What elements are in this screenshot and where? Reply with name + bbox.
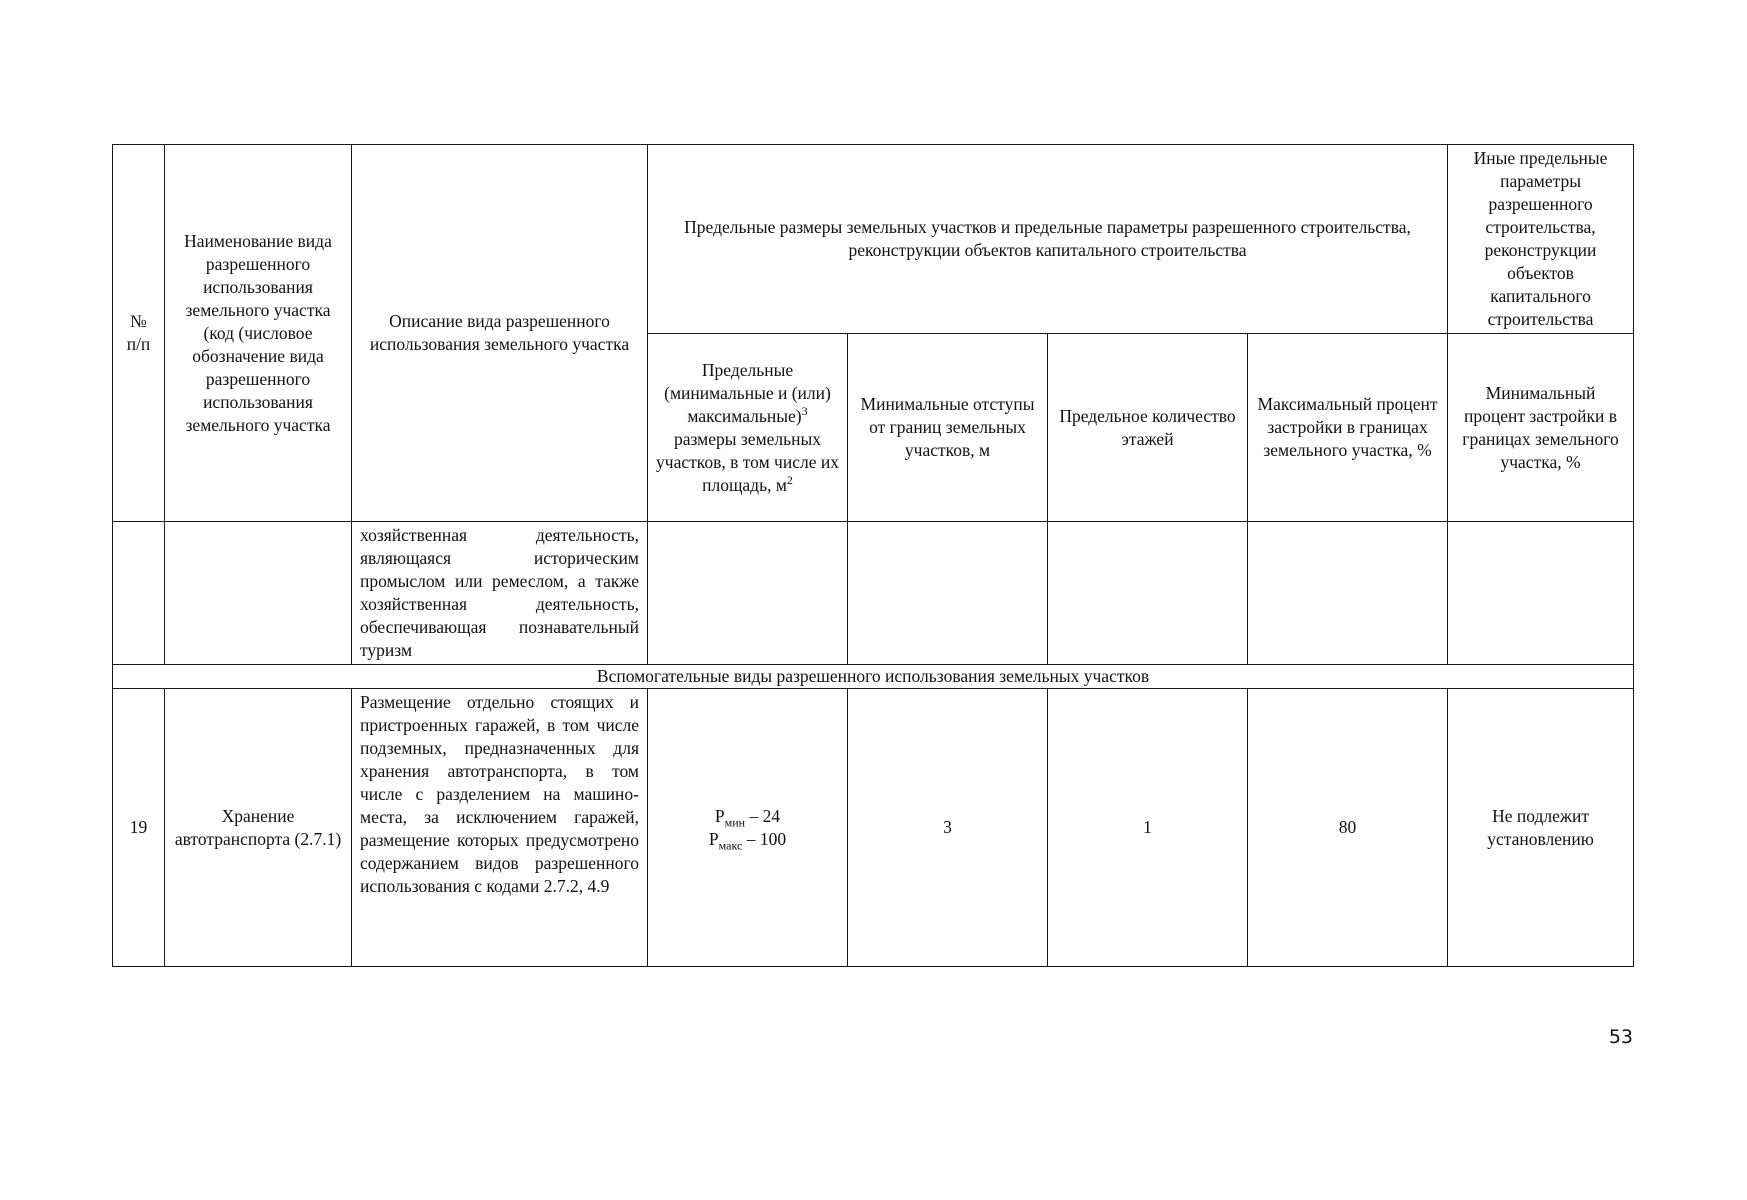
header-description [352, 145, 648, 522]
header-sizes-text-2: размеры земельных участков, в том числе их площадь, м [656, 428, 839, 495]
size-max [656, 828, 839, 851]
table-row-continuation [113, 522, 1634, 665]
row-number: 19 [129, 817, 148, 837]
land-use-regulations-table [112, 144, 1634, 967]
header-name [165, 145, 352, 522]
cell-sizes [648, 522, 848, 665]
header-sizes-text: Предельные (минимальные и (или) максимальные) [664, 359, 831, 426]
use-type-name: Хранение автотранспорта (2.7.1) [174, 805, 342, 849]
header-other-group [1448, 145, 1634, 334]
max-percent-value: 80 [1338, 817, 1357, 837]
cell-max-percent [1248, 522, 1448, 665]
header-num [113, 145, 165, 522]
floors-value: 1 [1143, 817, 1152, 837]
header-min-percent [1448, 334, 1634, 522]
section-title [113, 665, 1634, 689]
cell-name [165, 522, 352, 665]
section-title-text: Вспомогательные виды разрешенного использования земельных участков [596, 666, 1150, 686]
min-percent-value: Не подлежит установлению [1487, 805, 1594, 849]
size-min [656, 805, 839, 828]
table-row [113, 689, 1634, 967]
page-number: 53 [1608, 1026, 1633, 1048]
header-setbacks [848, 334, 1048, 522]
header-name-text: Наименование вида разрешенного использования земельного участка (код (числовое обозначение вида разрешенного использования земельного участка [184, 230, 332, 435]
header-floors [1048, 334, 1248, 522]
cell-num [113, 522, 165, 665]
section-header-row [113, 665, 1634, 689]
setbacks-value: 3 [943, 817, 952, 837]
size-min-sub: мин [724, 815, 746, 829]
unit-superscript: 2 [786, 472, 793, 487]
size-min-value: – 24 [745, 805, 781, 826]
size-max-sub: макс [718, 838, 743, 852]
cell-sizes [648, 689, 848, 967]
header-limits-group [648, 145, 1448, 334]
header-sizes [648, 334, 848, 522]
cell-floors [1048, 522, 1248, 665]
continuation-description-text: хозяйственная деятельность, являющаяся историческим промыслом или ремеслом, а также хозяйственная деятельность, обеспечивающая познавательный туризм [360, 525, 639, 660]
cell-description [352, 689, 648, 967]
header-other-group-text: Иные предельные параметры разрешенного строительства, реконструкции объектов капитального строительства [1473, 148, 1608, 329]
cell-floors [1048, 689, 1248, 967]
header-row-1 [113, 145, 1634, 334]
cell-name [165, 689, 352, 967]
size-max-value: – 100 [742, 828, 787, 849]
header-description-text: Описание вида разрешенного использования земельного участка [369, 311, 630, 354]
cell-num [113, 689, 165, 967]
header-num-text: № п/п [126, 311, 151, 354]
header-min-percent-text: Минимальный процент застройки в границах земельного участка, % [1462, 382, 1619, 472]
cell-min-percent [1448, 689, 1634, 967]
cell-max-percent [1248, 689, 1448, 967]
header-limits-group-text: Предельные размеры земельных участков и предельные параметры разрешенного строительства, реконструкции объектов капитального строительства [684, 217, 1411, 260]
header-floors-text: Предельное количество этажей [1059, 405, 1236, 449]
header-setbacks-text: Минимальные отступы от границ земельных участков, м [860, 394, 1035, 460]
cell-setbacks [848, 522, 1048, 665]
cell-setbacks [848, 689, 1048, 967]
header-max-percent [1248, 334, 1448, 522]
size-min-prefix: Р [714, 805, 725, 826]
cell-min-percent [1448, 522, 1634, 665]
cell-description [352, 522, 648, 665]
size-max-prefix: Р [708, 828, 719, 849]
use-type-description: Размещение отдельно стоящих и пристроенных гаражей, в том числе подземных, предназначенных для хранения автотранспорта, в том числе с разделением на машино-места, за исключением гаражей, размещение которых предусмотрено содержанием видов разрешенного использования с кодами 2.7.2, 4.9 [360, 692, 639, 896]
footnote-marker: 3 [801, 403, 808, 418]
header-max-percent-text: Максимальный процент застройки в границах земельного участка, % [1257, 394, 1438, 460]
